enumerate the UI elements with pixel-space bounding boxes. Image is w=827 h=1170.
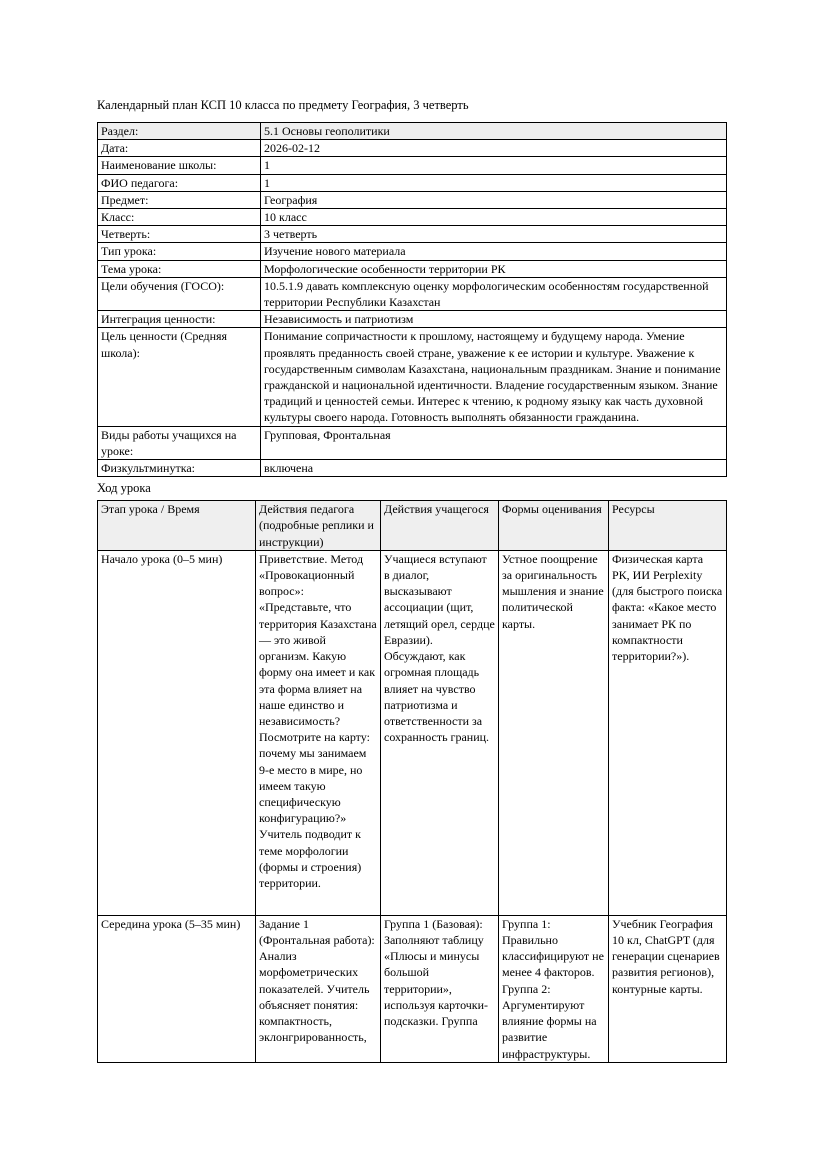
lesson-info-table — [97, 122, 727, 477]
table-row — [98, 260, 727, 277]
stage-cell: Начало урока (0–5 мин) — [98, 550, 256, 915]
info-label: Интеграция ценности: — [98, 311, 261, 328]
table-row — [98, 460, 727, 477]
table-row — [98, 426, 727, 459]
resources-cell: Учебник География 10 кл, ChatGPT (для генерации сценариев развития регионов), контурные карты. — [609, 915, 727, 1062]
table-row — [98, 191, 727, 208]
info-value: 1 — [261, 157, 727, 174]
assessment-cell: Группа 1: Правильно классифицируют не менее 4 факторов. Группа 2: Аргументируют влияние формы на развитие инфраструктуры. — [499, 915, 609, 1062]
student-actions-cell: Учащиеся вступают в диалог, высказывают ассоциации (щит, летящий орел, сердце Евразии). Обсуждают, как огромная площадь влияет на чувство патриотизма и ответственности за сохранность границ. — [381, 550, 499, 915]
info-label: Наименование школы: — [98, 157, 261, 174]
section-heading: Ход урока — [97, 481, 151, 496]
student-actions-cell: Группа 1 (Базовая): Заполняют таблицу «Плюсы и минусы большой территории», используя карточки-подсказки. Группа — [381, 915, 499, 1062]
info-label: Цели обучения (ГОСО): — [98, 277, 261, 310]
document-page — [97, 97, 727, 1063]
table-row — [98, 277, 727, 310]
teacher-actions-cell: Задание 1 (Фронтальная работа): Анализ морфометрических показателей. Учитель объясняет понятия: компактность, эклонгрированность, — [256, 915, 381, 1062]
table-row — [98, 328, 727, 426]
table-row — [98, 915, 727, 1062]
info-value: 10.5.1.9 давать комплексную оценку морфологическим особенностям государственной территории Республики Казахстан — [261, 277, 727, 310]
table-row — [98, 550, 727, 915]
column-header-student-actions: Действия учащегося — [381, 501, 499, 551]
info-label: Виды работы учащихся на уроке: — [98, 426, 261, 459]
info-label: Класс: — [98, 209, 261, 226]
page-title: Календарный план КСП 10 класса по предмету География, 3 четверть — [97, 98, 469, 112]
stage-cell: Середина урока (5–35 мин) — [98, 915, 256, 1062]
info-label: Тема урока: — [98, 260, 261, 277]
info-value: Морфологические особенности территории РК — [261, 260, 727, 277]
table-row — [98, 209, 727, 226]
table-row — [98, 140, 727, 157]
info-label: Четверть: — [98, 226, 261, 243]
info-label: Раздел: — [98, 123, 261, 140]
info-value: География — [261, 191, 727, 208]
table-row — [98, 157, 727, 174]
table-row — [98, 311, 727, 328]
column-header-stage: Этап урока / Время — [98, 501, 256, 551]
info-label: Тип урока: — [98, 243, 261, 260]
info-label: Физкультминутка: — [98, 460, 261, 477]
info-value: Независимость и патриотизм — [261, 311, 727, 328]
info-label: Дата: — [98, 140, 261, 157]
info-value: 10 класс — [261, 209, 727, 226]
column-header-resources: Ресурсы — [609, 501, 727, 551]
info-value: 2026-02-12 — [261, 140, 727, 157]
assessment-cell: Устное поощрение за оригинальность мышления и знание политической карты. — [499, 550, 609, 915]
info-label: Цель ценности (Средняя школа): — [98, 328, 261, 426]
info-value: 5.1 Основы геополитики — [261, 123, 727, 140]
info-value: Изучение нового материала — [261, 243, 727, 260]
table-row — [98, 174, 727, 191]
table-row — [98, 226, 727, 243]
column-header-assessment: Формы оценивания — [499, 501, 609, 551]
table-row — [98, 243, 727, 260]
info-value: Понимание сопричастности к прошлому, настоящему и будущему народа. Умение проявлять преданность своей стране, уважение к ее истории и культуре. Уважение к государственным символам Казахстана, национальным праздникам. Знание и понимание гражданской и национальной идентичности. Владение государственным языком. Знание традиций и ценностей семьи. Интерес к чтению, к родному языку как часть духовной культуры своего народа. Готовность выполнять обязанности гражданина. — [261, 328, 727, 426]
table-header-row — [98, 501, 727, 551]
teacher-actions-cell: Приветствие. Метод «Провокационный вопрос»: «Представьте, что территория Казахстана — это живой организм. Какую форму она имеет и как эта форма влияет на наше единство и независимость? Посмотрите на карту: почему мы занимаем 9-е место в мире, но имеем такую специфическую конфигурацию?» Учитель подводит к теме морфологии (формы и строения) территории. — [256, 550, 381, 915]
resources-cell: Физическая карта РК, ИИ Perplexity (для быстрого поиска факта: «Какое место занимает РК по компактности территории?»). — [609, 550, 727, 915]
info-label: ФИО педагога: — [98, 174, 261, 191]
table-row — [98, 123, 727, 140]
info-value: включена — [261, 460, 727, 477]
info-label: Предмет: — [98, 191, 261, 208]
info-value: 3 четверть — [261, 226, 727, 243]
info-value: 1 — [261, 174, 727, 191]
column-header-teacher-actions: Действия педагога (подробные реплики и инструкции) — [256, 501, 381, 551]
lesson-flow-table — [97, 500, 727, 1063]
info-value: Групповая, Фронтальная — [261, 426, 727, 459]
